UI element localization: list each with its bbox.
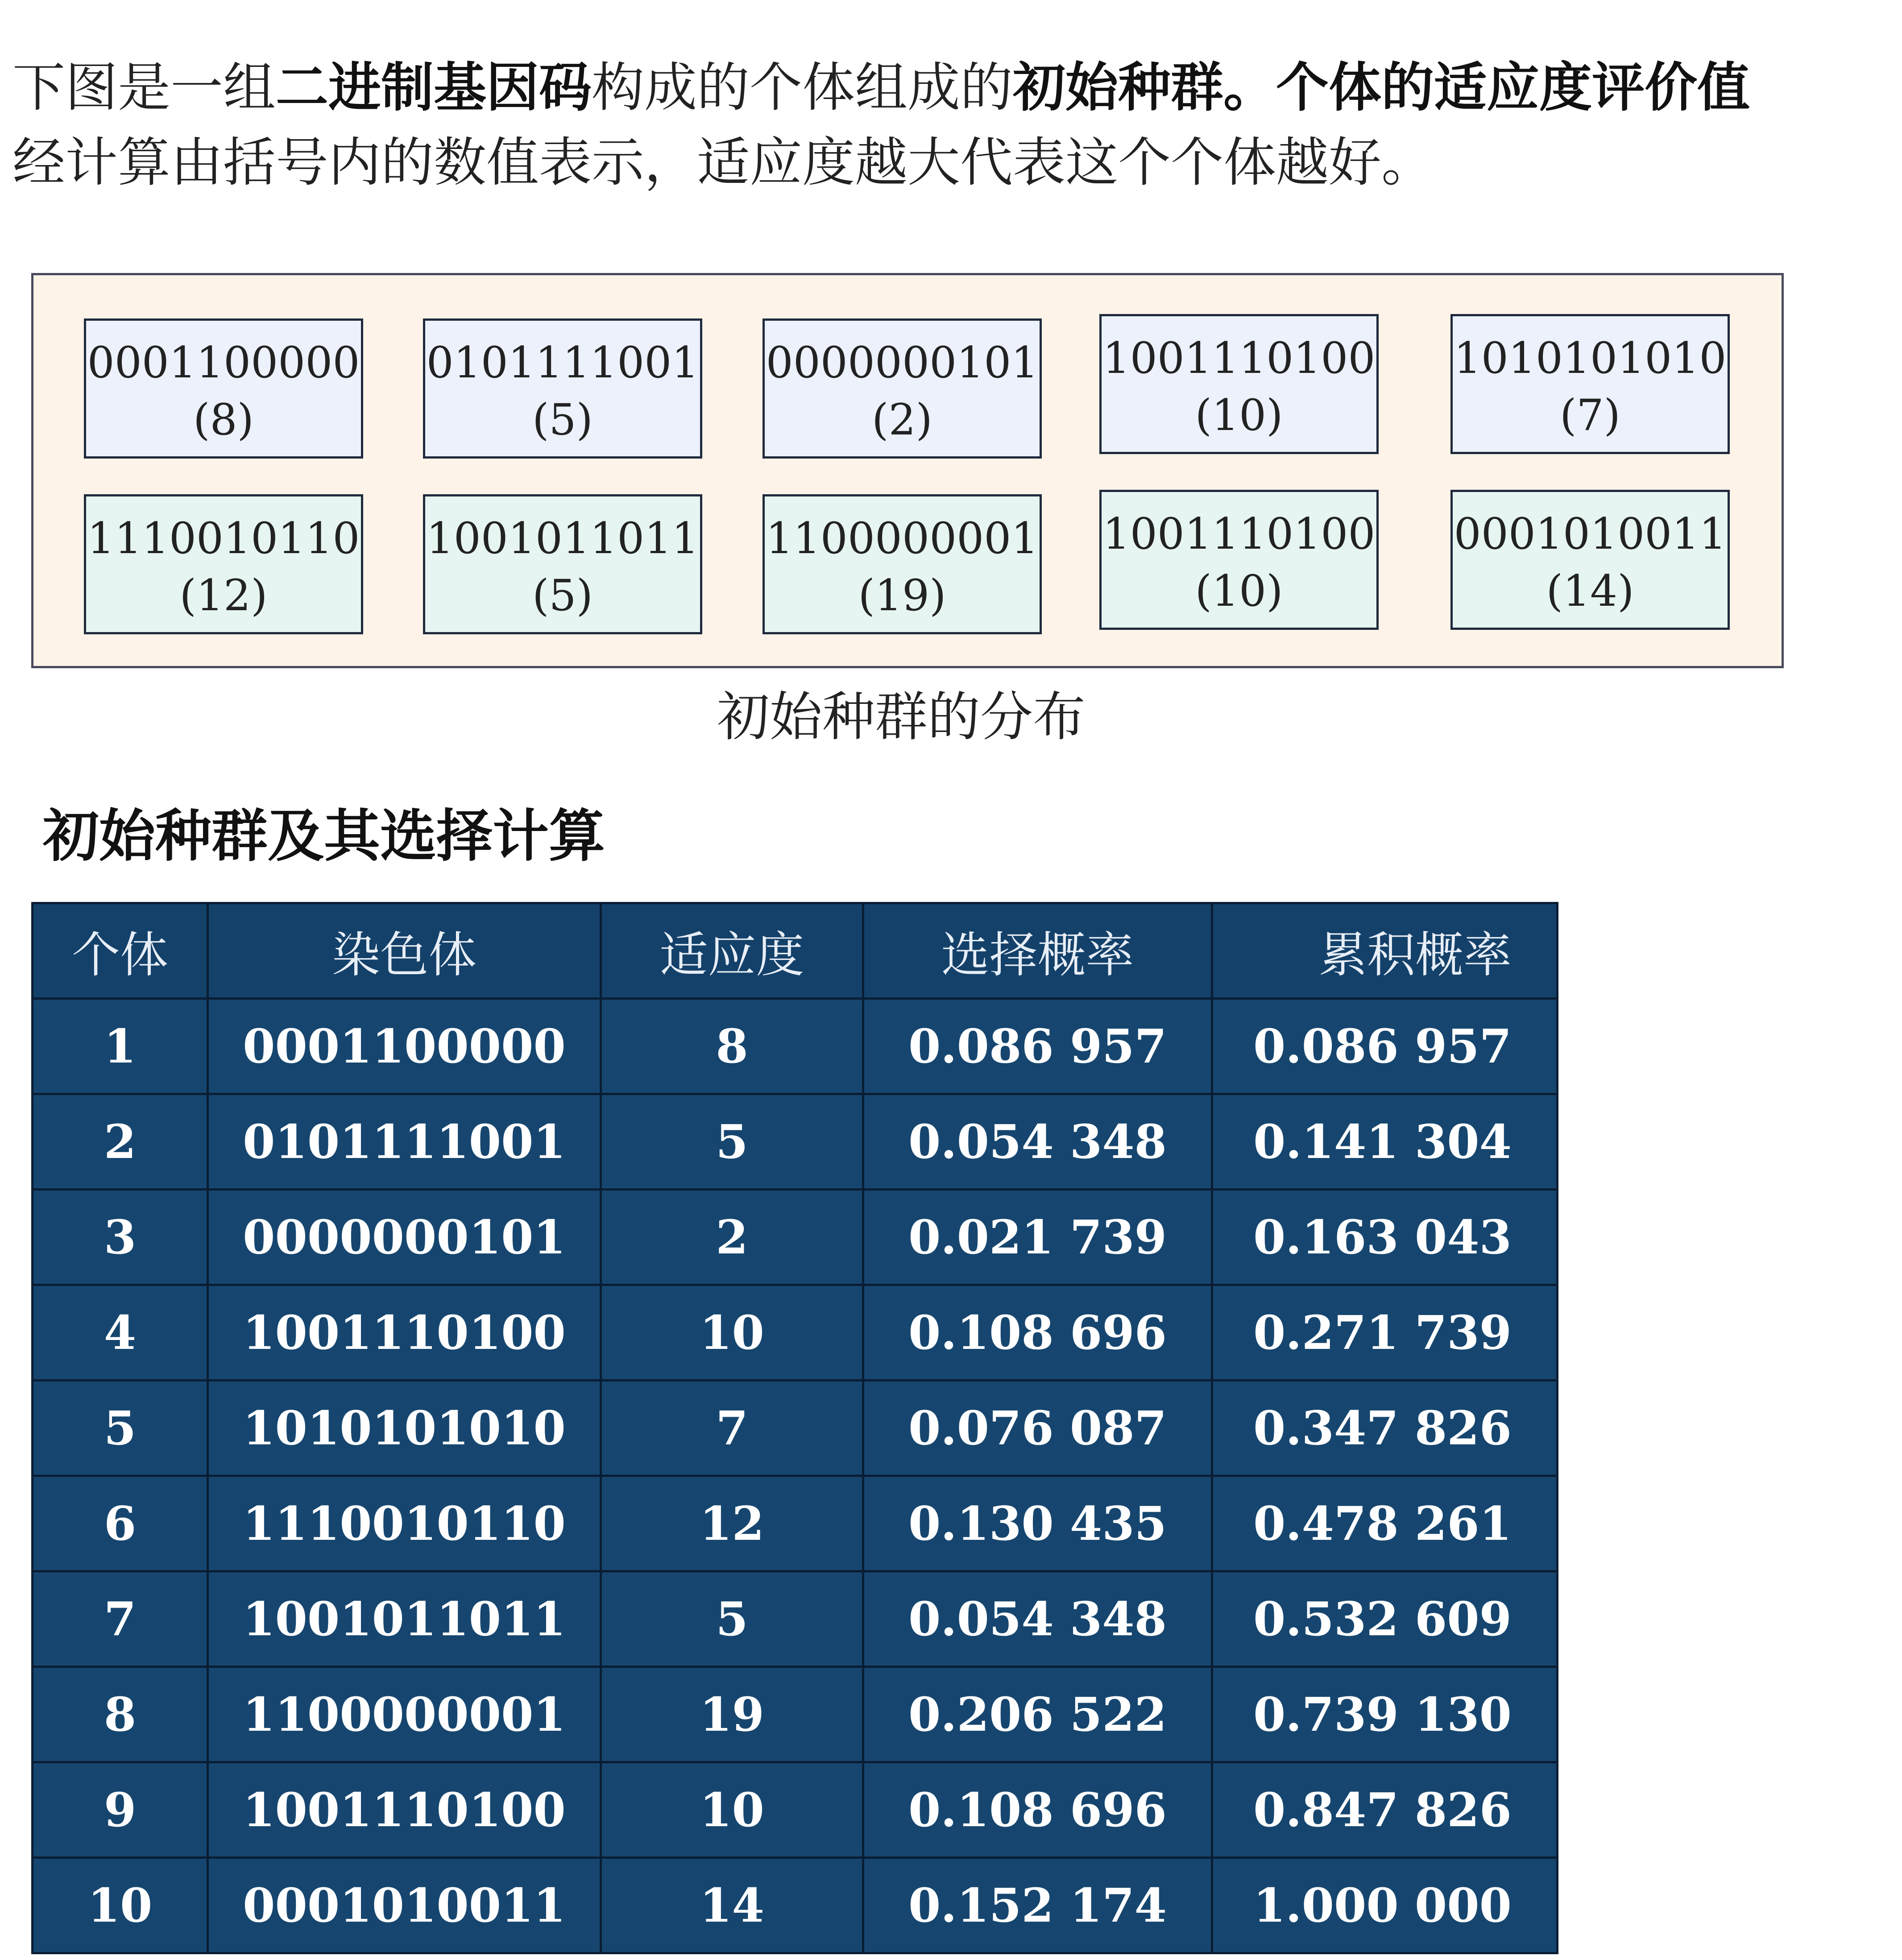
- table-row: [33, 1476, 1558, 1571]
- individual-card: [1450, 490, 1730, 630]
- intro-line-1: [12, 57, 1750, 118]
- cell-fitness: 2: [601, 1190, 863, 1285]
- individual-code: 1110010110: [87, 513, 360, 563]
- cell-fitness: 10: [601, 1285, 863, 1381]
- cell-chromosome: 0001100000: [208, 999, 601, 1094]
- table-row: [33, 1858, 1558, 1953]
- cell-individual: 2: [33, 1094, 208, 1190]
- cell-selection-probability: 0.130 435: [863, 1476, 1212, 1571]
- table-row: [33, 1094, 1558, 1190]
- individual-card: [1450, 314, 1730, 454]
- cell-fitness: 12: [601, 1476, 863, 1571]
- individual-code: 1100000001: [766, 513, 1039, 563]
- cell-chromosome: 0000000101: [208, 1190, 601, 1285]
- individual-code: 1001110100: [1102, 509, 1376, 559]
- cell-cumulative-probability: 1.000 000: [1212, 1858, 1558, 1953]
- cell-cumulative-probability: 0.163 043: [1212, 1190, 1558, 1285]
- cell-selection-probability: 0.152 174: [863, 1858, 1212, 1953]
- table-row: [33, 1571, 1558, 1667]
- cell-selection-probability: 0.076 087: [863, 1381, 1212, 1476]
- individual-code: 0101111001: [426, 338, 699, 388]
- cell-individual: 10: [33, 1858, 208, 1953]
- intro-seg: 构成的个体组成的: [592, 57, 1013, 118]
- cell-individual: 9: [33, 1762, 208, 1858]
- cell-fitness: 8: [601, 999, 863, 1094]
- cell-fitness: 19: [601, 1667, 863, 1762]
- table-row: [33, 1762, 1558, 1858]
- cell-chromosome: 1001011011: [208, 1571, 601, 1667]
- header-selection-probability: 选择概率: [863, 903, 1212, 999]
- cell-selection-probability: 0.108 696: [863, 1285, 1212, 1381]
- cell-chromosome: 0001010011: [208, 1858, 601, 1953]
- individual-fitness: (14): [1546, 566, 1634, 616]
- cell-selection-probability: 0.021 739: [863, 1190, 1212, 1285]
- table-title: 初始种群及其选择计算: [43, 803, 605, 869]
- cell-chromosome: 1001110100: [208, 1762, 601, 1858]
- cell-cumulative-probability: 0.271 739: [1212, 1285, 1558, 1381]
- individual-card: [84, 318, 363, 459]
- individual-card: [423, 494, 702, 634]
- individual-code: 1001110100: [1102, 333, 1376, 383]
- individual-card: [762, 494, 1042, 634]
- individual-fitness: (2): [872, 395, 932, 445]
- individual-code: 0001100000: [87, 338, 360, 388]
- cell-selection-probability: 0.206 522: [863, 1667, 1212, 1762]
- table-row: [33, 1285, 1558, 1381]
- cell-chromosome: 1001110100: [208, 1285, 601, 1381]
- cell-individual: 5: [33, 1381, 208, 1476]
- intro-line-2: 经计算由括号内的数值表示，适应度越大代表这个个体越好。: [12, 132, 1434, 193]
- table-row: [33, 999, 1558, 1094]
- intro-paragraph: [12, 50, 1886, 200]
- individual-code: 1001011011: [426, 513, 699, 563]
- cell-chromosome: 1100000001: [208, 1667, 601, 1762]
- cell-fitness: 7: [601, 1381, 863, 1476]
- individual-fitness: (8): [193, 395, 254, 445]
- cell-fitness: 10: [601, 1762, 863, 1858]
- table-header-row: [33, 903, 1558, 999]
- individual-fitness: (7): [1560, 390, 1620, 440]
- cell-cumulative-probability: 0.347 826: [1212, 1381, 1558, 1476]
- individual-fitness: (5): [532, 571, 593, 620]
- individual-fitness: (12): [179, 571, 268, 620]
- individual-fitness: (10): [1195, 390, 1283, 440]
- population-caption: 初始种群的分布: [717, 686, 1086, 748]
- table-row: [33, 1667, 1558, 1762]
- cell-individual: 1: [33, 999, 208, 1094]
- individual-code: 0001010011: [1454, 509, 1727, 559]
- cell-chromosome: 1010101010: [208, 1381, 601, 1476]
- cell-cumulative-probability: 0.532 609: [1212, 1571, 1558, 1667]
- cell-individual: 6: [33, 1476, 208, 1571]
- intro-seg-bold: 初始种群。个体的适应度评价值: [1013, 57, 1750, 118]
- individual-fitness: (19): [858, 571, 946, 620]
- header-individual: 个体: [33, 903, 208, 999]
- selection-table: [31, 902, 1558, 1954]
- header-cumulative-probability: 累积概率: [1212, 903, 1558, 999]
- table-row: [33, 1190, 1558, 1285]
- individual-card: [762, 318, 1042, 459]
- individual-fitness: (5): [532, 395, 593, 445]
- cell-cumulative-probability: 0.141 304: [1212, 1094, 1558, 1190]
- cell-individual: 4: [33, 1285, 208, 1381]
- table-row: [33, 1381, 1558, 1476]
- individual-card: [84, 494, 363, 634]
- individual-fitness: (10): [1195, 566, 1283, 616]
- header-fitness: 适应度: [601, 903, 863, 999]
- intro-seg: 下图是一组: [12, 57, 276, 118]
- intro-seg-bold: 二进制基因码: [276, 57, 592, 118]
- cell-cumulative-probability: 0.086 957: [1212, 999, 1558, 1094]
- cell-chromosome: 0101111001: [208, 1094, 601, 1190]
- individual-card: [1099, 490, 1379, 630]
- population-distribution-panel: [31, 273, 1784, 668]
- cell-cumulative-probability: 0.478 261: [1212, 1476, 1558, 1571]
- cell-individual: 3: [33, 1190, 208, 1285]
- cell-fitness: 14: [601, 1858, 863, 1953]
- individual-code: 1010101010: [1454, 333, 1727, 383]
- header-chromosome: 染色体: [208, 903, 601, 999]
- cell-selection-probability: 0.108 696: [863, 1762, 1212, 1858]
- cell-selection-probability: 0.086 957: [863, 999, 1212, 1094]
- individual-code: 0000000101: [766, 338, 1039, 388]
- cell-cumulative-probability: 0.739 130: [1212, 1667, 1558, 1762]
- cell-individual: 8: [33, 1667, 208, 1762]
- cell-chromosome: 1110010110: [208, 1476, 601, 1571]
- individual-card: [423, 318, 702, 459]
- cell-fitness: 5: [601, 1571, 863, 1667]
- cell-individual: 7: [33, 1571, 208, 1667]
- cell-fitness: 5: [601, 1094, 863, 1190]
- individual-card: [1099, 314, 1379, 454]
- cell-cumulative-probability: 0.847 826: [1212, 1762, 1558, 1858]
- cell-selection-probability: 0.054 348: [863, 1094, 1212, 1190]
- cell-selection-probability: 0.054 348: [863, 1571, 1212, 1667]
